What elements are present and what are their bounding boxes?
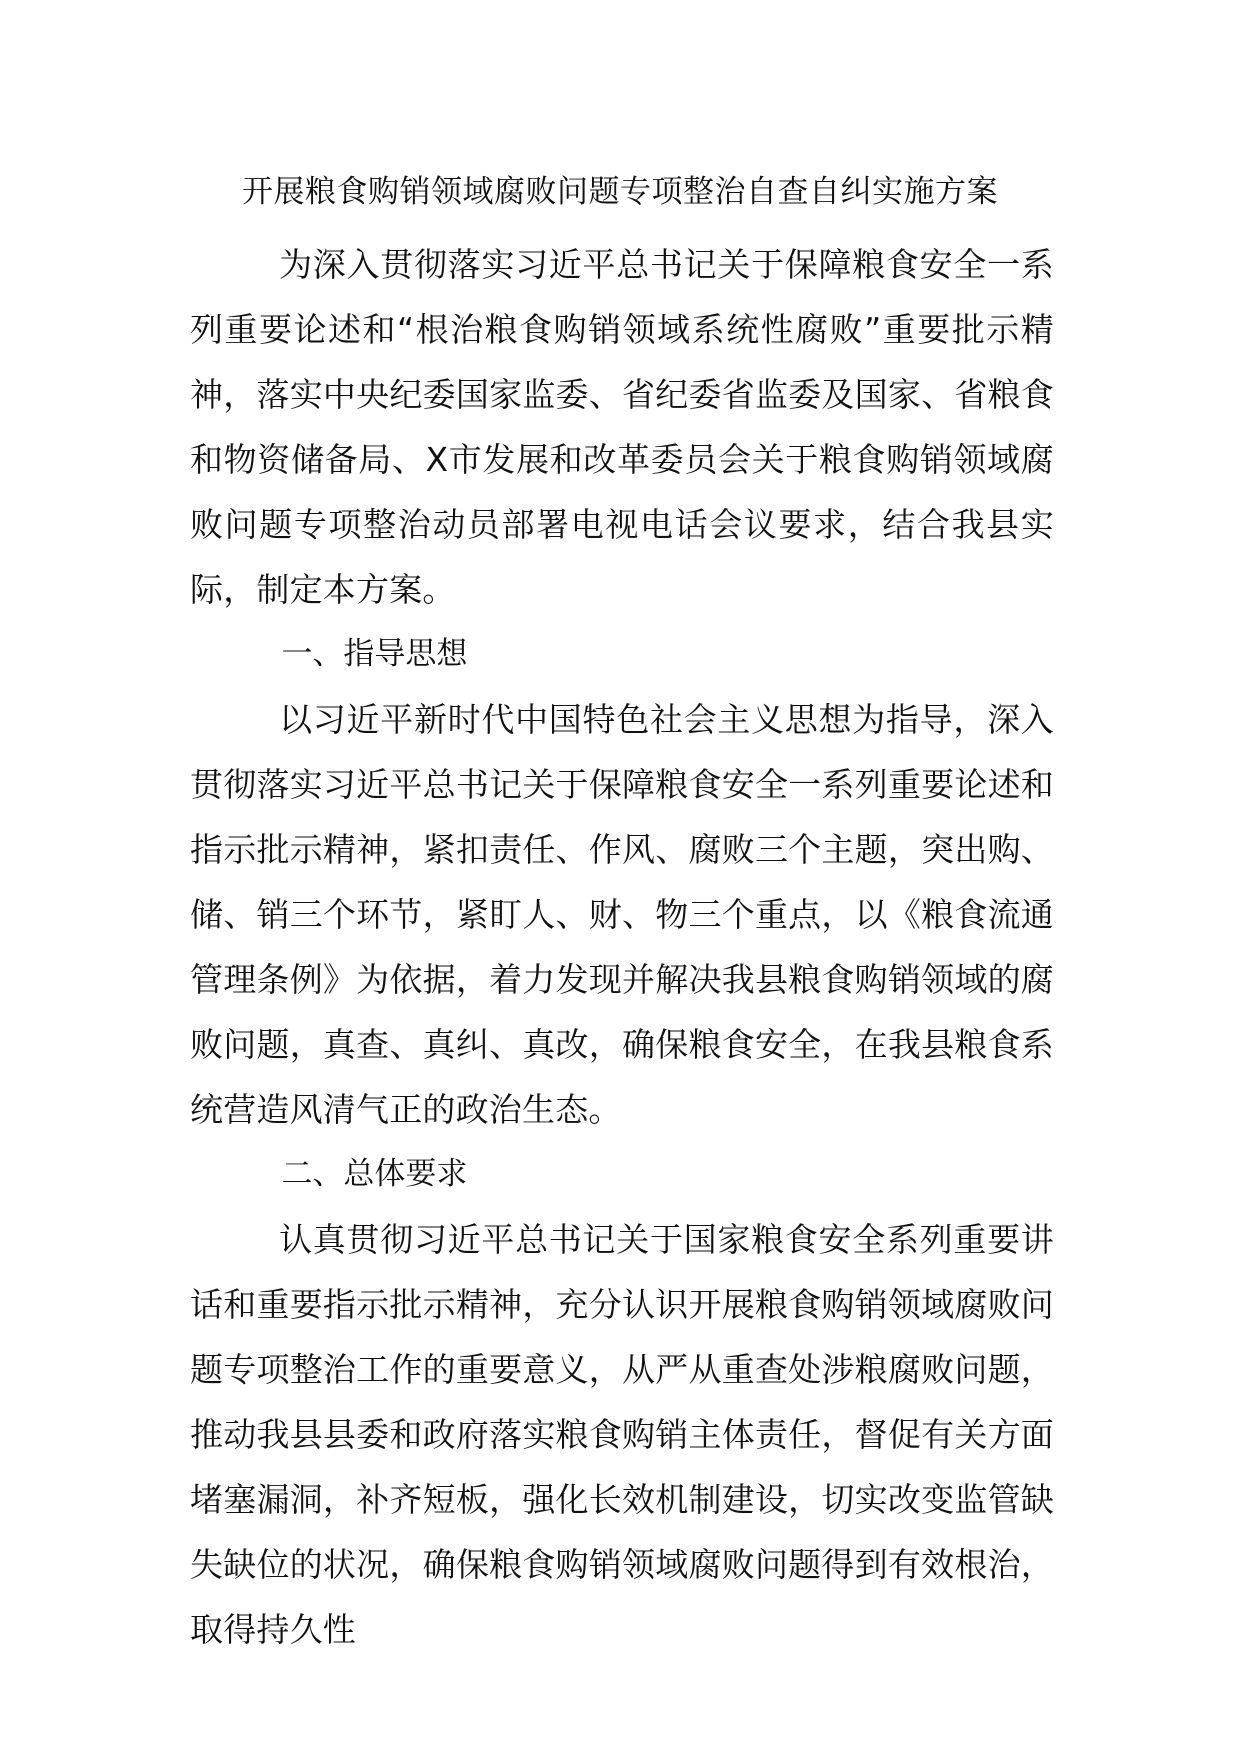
- document-body: [190, 232, 1054, 1662]
- section-paragraph-overall-requirements: 认真贯彻习近平总书记关于国家粮食安全系列重要讲话和重要指示批示精神，充分认识开展粮食购销领域腐败问题专项整治工作的重要意义，从严从重查处涉粮腐败问题，推动我县县委和政府落实粮食购销主体责任，督促有关方面堵塞漏洞，补齐短板，强化长效机制建设，切实改变监管缺失缺位的状况，确保粮食购销领域腐败问题得到有效根治，取得持久性: [190, 1220, 1054, 1649]
- document-title: 开展粮食购销领域腐败问题专项整治自查自纠实施方案: [242, 174, 998, 210]
- section-heading-guiding-ideology: 一、指导思想: [281, 636, 468, 672]
- section-heading-overall-requirements: 二、总体要求: [281, 1156, 468, 1192]
- section-paragraph-guiding-ideology: 以习近平新时代中国特色社会主义思想为指导，深入贯彻落实习近平总书记关于保障粮食安全一系列重要论述和指示批示精神，紧扣责任、作风、腐败三个主题，突出购、储、销三个环节，紧盯人、财、物三个重点，以《粮食流通管理条例》为依据，着力发现并解决我县粮食购销领域的腐败问题，真查、真纠、真改，确保粮食安全，在我县粮食系统营造风清气正的政治生态。: [190, 700, 1054, 1129]
- intro-paragraph: 为深入贯彻落实习近平总书记关于保障粮食安全一系列重要论述和“根治粮食购销领域系统性腐败”重要批示精神，落实中央纪委国家监委、省纪委省监委及国家、省粮食和物资储备局、X市发展和改革委员会关于粮食购销领域腐败问题专项整治动员部署电视电话会议要求，结合我县实际，制定本方案。: [190, 245, 1054, 609]
